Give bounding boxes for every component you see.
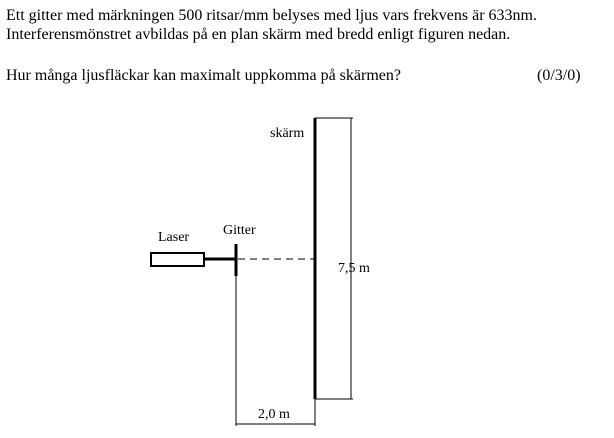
screen-label: skärm <box>270 126 305 141</box>
distance-label: 2,0 m <box>258 407 290 422</box>
points-label: (0/3/0) <box>537 67 581 84</box>
problem-text-line-2: Interferensmönstret avbildas på en plan skärm med bredd enligt figuren nedan. <box>6 26 511 43</box>
laser-label: Laser <box>158 230 190 245</box>
question-text: Hur många ljusfläckar kan maximalt uppkomma på skärmen? <box>6 67 401 84</box>
laser-box <box>151 253 204 266</box>
problem-text-line-1: Ett gitter med märkningen 500 ritsar/mm belyses med ljus vars frekvens är 633nm. <box>6 7 537 24</box>
grating-label: Gitter <box>223 223 256 238</box>
screen-width-label: 7,5 m <box>338 261 370 276</box>
